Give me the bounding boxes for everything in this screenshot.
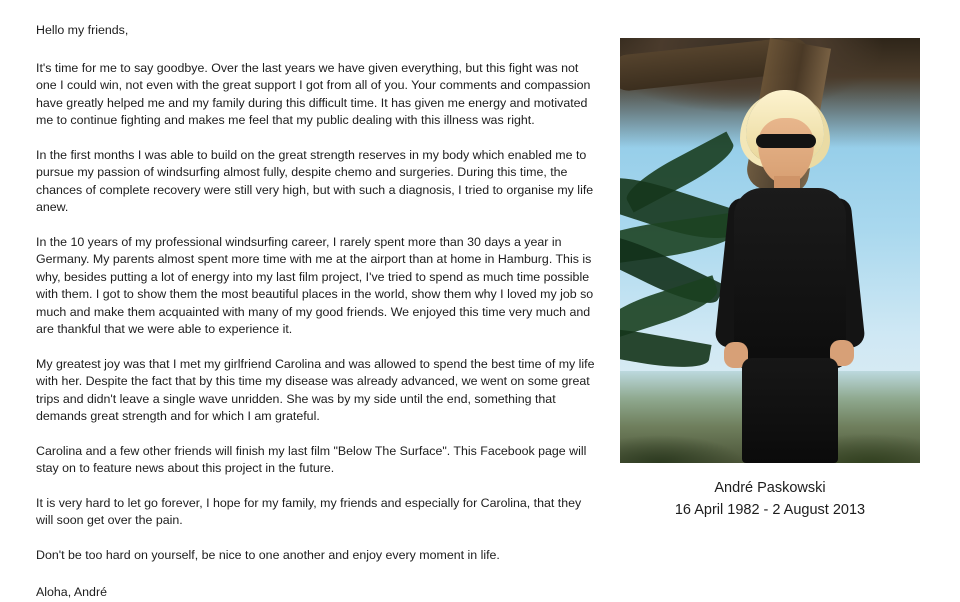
letter-signoff: Aloha, André [36, 585, 107, 599]
sunglasses-icon [756, 134, 816, 148]
letter-paragraph-1: It's time for me to say goodbye. Over the last years we have given everything, but this fight was not one I could win, not even with the great support I got from all of you. Your comments and compassion have greatly helped me and my family during this difficult time. It has given me energy and motivated me to continue fighting and makes me feel that my public dealing with this illness was right. [36, 60, 591, 127]
letter-body [36, 22, 596, 602]
face [758, 118, 814, 184]
letter-paragraph-4: My greatest joy was that I met my girlfriend Carolina and was allowed to spend the best time of my life with her. Despite the fact that by this time my disease was already advanced, we went on some great trips and didn't leave a single wave unridden. She was by my side until the end, something that demands great strength and for which I am grateful. [36, 356, 595, 423]
letter-greeting: Hello my friends, [36, 23, 129, 37]
letter-paragraph-3: In the 10 years of my professional windsurfing career, I rarely spent more than 30 days a year in Germany. My parents almost spent more time with me at the airport than at home in Hamburg. This is why, besides putting a lot of energy into my last film project, I've tried to spend as much time possible with them. I got to show them the most beautiful places in the world, show them why I loved my job so much and make them acquainted with many of my good friends. We enjoyed this time very much and are thankful that we were able to experience it. [36, 234, 594, 336]
black-pants [742, 358, 838, 463]
photo-caption [620, 477, 920, 521]
letter-paragraph-7: Don't be too hard on yourself, be nice to one another and enjoy every moment in life. [36, 547, 500, 562]
portrait-photo [620, 38, 920, 463]
black-shirt [734, 188, 846, 368]
letter-paragraph-2: In the first months I was able to build on the great strength reserves in my body which enabled me to pursue my passion of windsurfing almost fully, despite chemo and surgeries. During this time, the chances of complete recovery were still very high, but with such a diagnosis, I tried to organise my life anew. [36, 147, 594, 214]
letter-paragraph-6: It is very hard to let go forever, I hope for my family, my friends and especially for Carolina, that they will soon get over the pain. [36, 495, 582, 527]
caption-dates: 16 April 1982 - 2 August 2013 [674, 502, 866, 518]
photo-block [620, 38, 920, 521]
person-figure [716, 90, 866, 463]
caption-name: André Paskowski [714, 480, 826, 496]
letter-paragraph-5: Carolina and a few other friends will finish my last film "Below The Surface". This Facebook page will stay on to feature news about this project in the future. [36, 443, 587, 475]
